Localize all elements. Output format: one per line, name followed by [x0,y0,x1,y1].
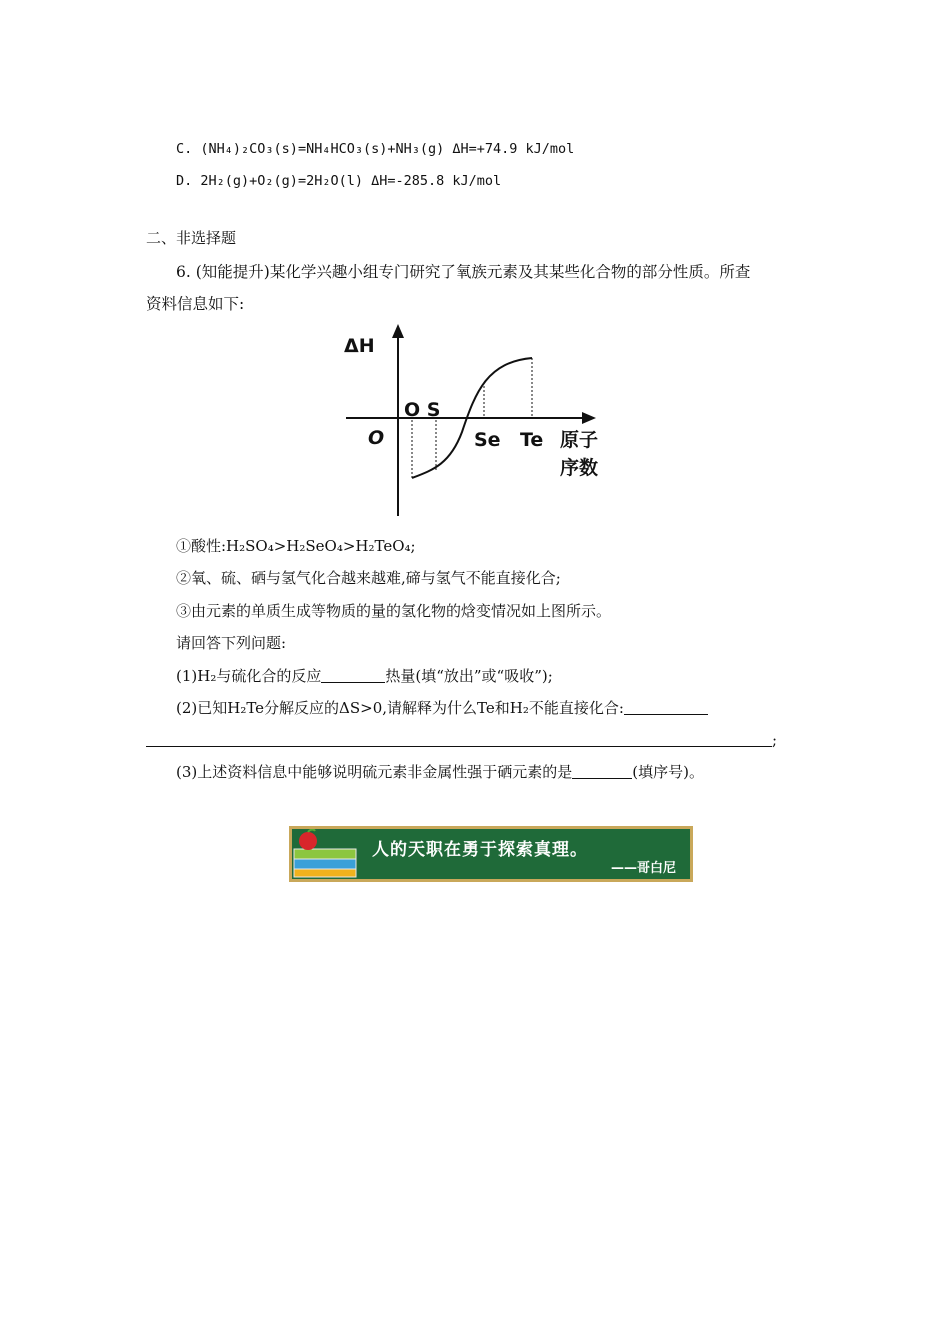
answer-prompt: 请回答下列问题: [176,634,287,652]
answer-blank-2a[interactable] [624,700,708,715]
y-axis-arrow [392,324,404,338]
sub-question-2 [176,698,708,718]
answer-blank-2b[interactable] [146,732,772,747]
fact-1: ①酸性:H₂SO₄>H₂SeO₄>H₂TeO₄; [176,537,416,555]
option-c [176,139,574,159]
fact-3: ③由元素的单质生成等物质的量的氢化物的焓变情况如上图所示。 [176,602,612,620]
question-stem-line2: 资料信息如下: [146,295,245,313]
label-te: Te [520,429,544,451]
x-axis-label-1: 原子 [560,429,599,451]
sub-question-1 [176,666,553,686]
section-heading: 二、非选择题 [146,229,237,247]
sub-question-1-tail: 热量(填“放出”或“吸收”); [385,667,553,685]
x-axis-arrow [582,412,596,424]
option-d-text: 2H₂(g)+O₂(g)=2H₂O(l) ΔH=-285.8 kJ/mol [200,173,502,189]
question-stem-text: (知能提升)某化学兴趣小组专门研究了氧族元素及其某些化合物的部分性质。所查 [195,263,751,281]
books-apple-icon [292,829,364,879]
option-d-label: D. [176,173,193,189]
sub-question-2-end: ; [772,731,778,749]
label-se: Se [474,429,501,451]
banner-author: ——哥白尼 [610,861,676,876]
label-o-s: O S [404,399,441,421]
sub-question-3 [176,762,704,782]
option-d [176,171,501,191]
sub-question-3-text: (3)上述资料信息中能够说明硫元素非金属性强于硒元素的是 [176,763,573,781]
question-number: 6. [176,263,191,281]
enthalpy-figure [338,320,618,520]
banner-quote: 人的天职在勇于探索真理。 [372,840,588,860]
origin-label: O [368,427,385,449]
answer-blank-3[interactable] [572,764,632,779]
option-c-label: C. [176,141,193,157]
sub-question-1-text: (1)H₂与硫化合的反应 [176,667,322,685]
quote-banner [289,826,693,882]
sub-question-2-continued [146,730,777,750]
y-axis-label: ΔH [344,335,375,357]
answer-blank-1[interactable] [321,668,385,683]
fact-2: ②氧、硫、硒与氢气化合越来越难,碲与氢气不能直接化合; [176,569,561,587]
sub-question-3-tail: (填序号)。 [632,763,704,781]
question-stem-line1 [176,262,750,282]
sub-question-2-text: (2)已知H₂Te分解反应的ΔS>0,请解释为什么Te和H₂不能直接化合: [176,699,624,717]
option-c-text: (NH₄)₂CO₃(s)=NH₄HCO₃(s)+NH₃(g) ΔH=+74.9 kJ/mol [200,141,575,157]
x-axis-label-2: 序数 [560,457,599,479]
